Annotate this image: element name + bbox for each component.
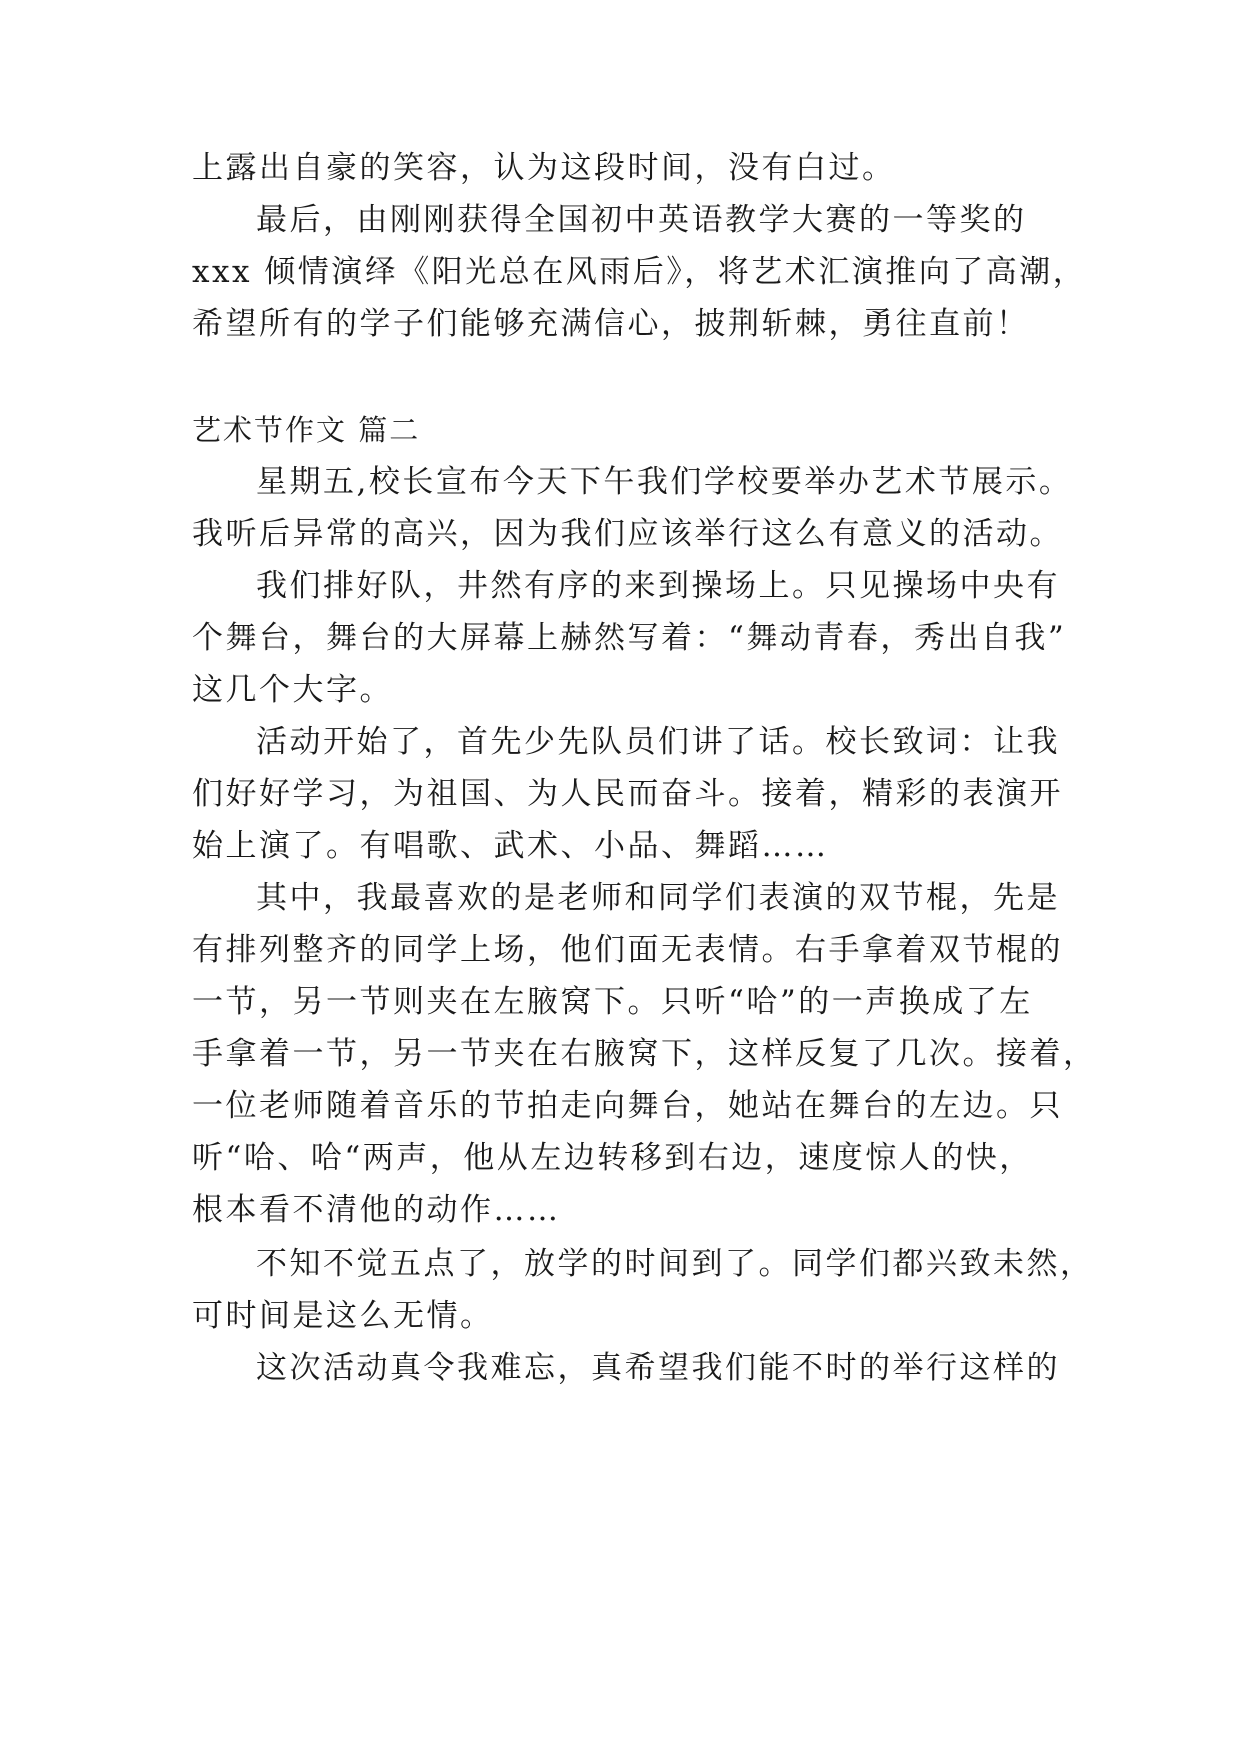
paragraph-line: 这次活动真令我难忘，真希望我们能不时的举行这样的 <box>256 1350 1060 1386</box>
paragraph-line: 一节，另一节则夹在左腋窝下。只听“哈”的一声换成了左 <box>192 984 1033 1020</box>
paragraph-line: xxx 倾情演绎《阳光总在风雨后》，将艺术汇演推向了高潮， <box>192 254 1087 290</box>
paragraph-line: 手拿着一节，另一节夹在右腋窝下，这样反复了几次。接着， <box>192 1036 1097 1072</box>
paragraph-line: 这几个大字。 <box>192 672 393 708</box>
paragraph-line: 上露出自豪的笑容，认为这段时间，没有白过。 <box>192 150 896 186</box>
paragraph-line: 有排列整齐的同学上场，他们面无表情。右手拿着双节棍的 <box>192 932 1063 968</box>
paragraph-line: 一位老师随着音乐的节拍走向舞台，她站在舞台的左边。只 <box>192 1088 1063 1124</box>
paragraph-line: 我听后异常的高兴，因为我们应该举行这么有意义的活动。 <box>192 516 1063 552</box>
paragraph-line: 我们排好队，井然有序的来到操场上。只见操场中央有 <box>256 568 1060 604</box>
paragraph-line: 其中，我最喜欢的是老师和同学们表演的双节棍，先是 <box>256 880 1060 916</box>
paragraph-line: 个舞台，舞台的大屏幕上赫然写着：“舞动青春，秀出自我” <box>192 620 1067 656</box>
paragraph-line: 星期五,校长宣布今天下午我们学校要举办艺术节展示。 <box>256 464 1073 500</box>
paragraph-line: 始上演了。有唱歌、武术、小品、舞蹈…… <box>192 828 829 864</box>
paragraph-line: 根本看不清他的动作…… <box>192 1192 561 1228</box>
paragraph-line: 可时间是这么无情。 <box>192 1298 494 1334</box>
paragraph-line: 不知不觉五点了，放学的时间到了。同学们都兴致未然， <box>256 1246 1094 1282</box>
paragraph-line: 活动开始了，首先少先队员们讲了话。校长致词：让我 <box>256 724 1060 760</box>
paragraph-line: 希望所有的学子们能够充满信心，披荆斩棘，勇往直前！ <box>192 306 1030 342</box>
paragraph-line: 们好好学习，为祖国、为人民而奋斗。接着，精彩的表演开 <box>192 776 1063 812</box>
paragraph-line: 听“哈、哈“两声，他从左边转移到右边，速度惊人的快， <box>192 1140 1033 1176</box>
paragraph-line: 最后，由刚刚获得全国初中英语教学大赛的一等奖的 <box>256 202 1027 238</box>
section-heading: 艺术节作文 篇二 <box>192 413 421 447</box>
